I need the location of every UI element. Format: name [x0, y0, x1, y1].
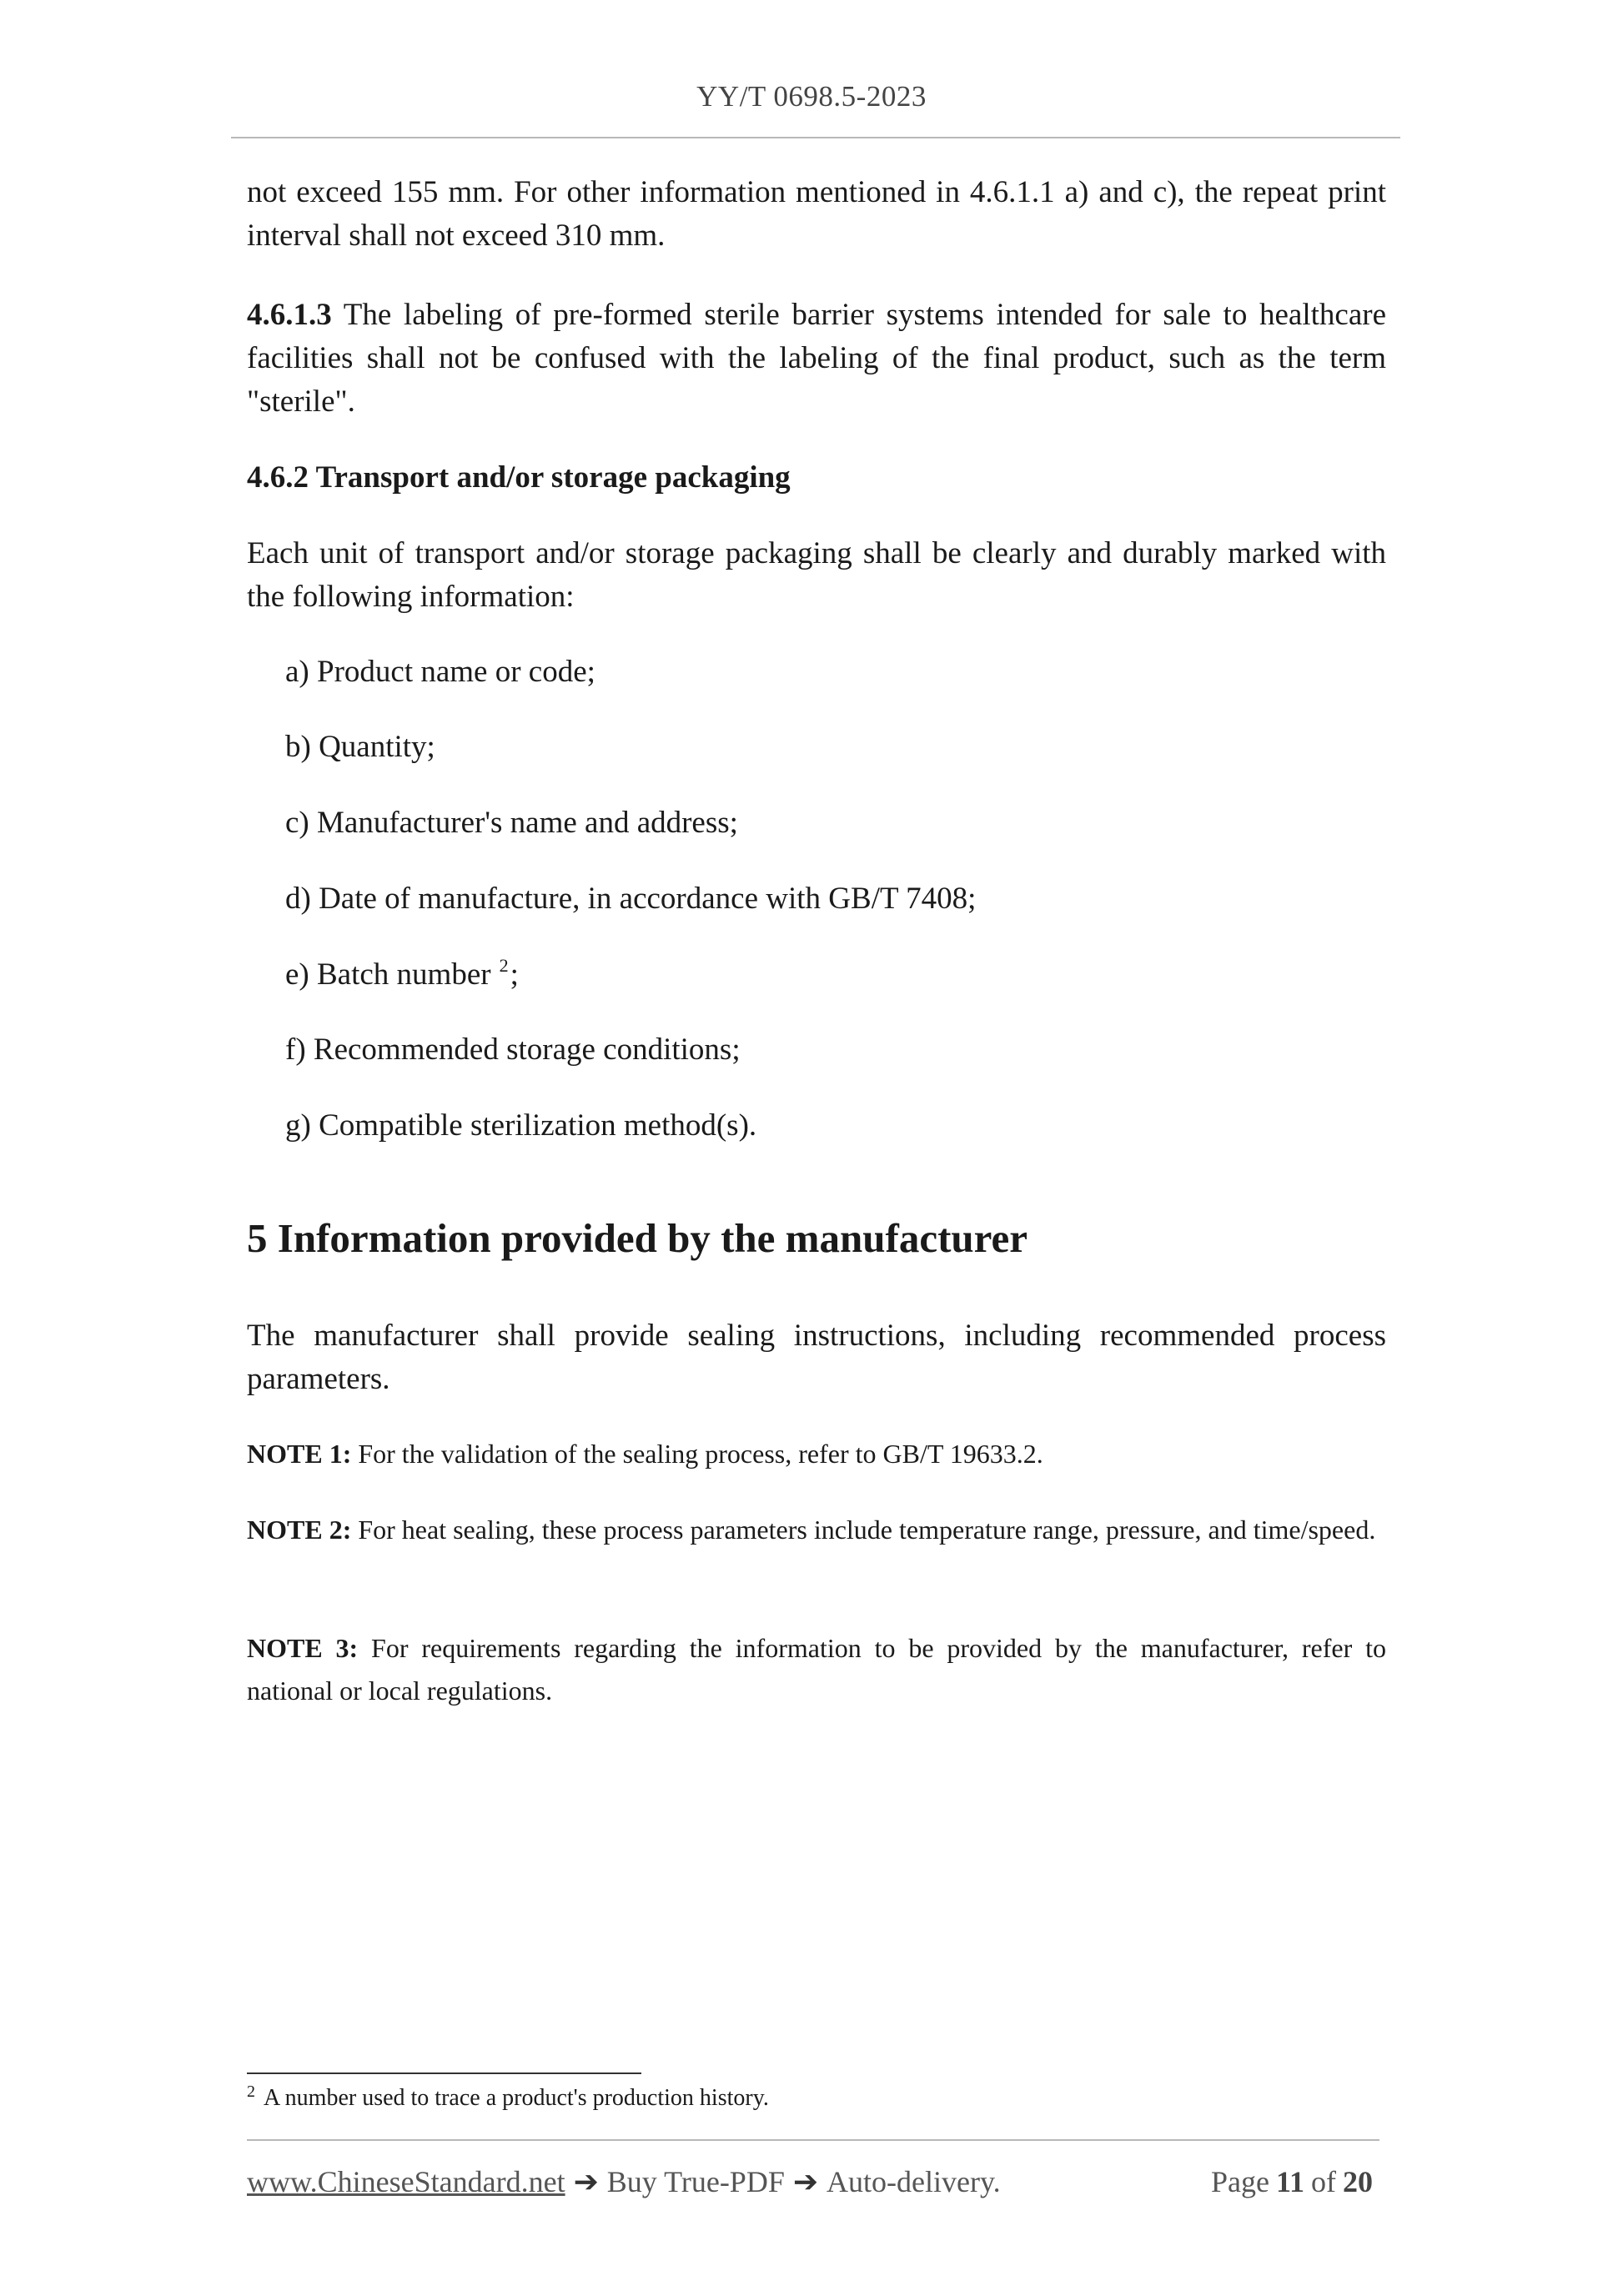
- list-item-f: f) Recommended storage conditions;: [285, 1032, 741, 1067]
- list-item-e: [285, 953, 519, 1000]
- note-3-label: NOTE 3:: [247, 1633, 359, 1663]
- list-item-d: d) Date of manufacture, in accordance with GB/T 7408;: [285, 882, 977, 916]
- note-2: [247, 1509, 1386, 1551]
- paragraph-4-6-1-3: [247, 294, 1386, 424]
- list-item-b: b) Quantity;: [285, 730, 435, 764]
- footnote-divider: [247, 2072, 641, 2074]
- footnote: [247, 2083, 769, 2115]
- arrow-right-icon: ➔: [573, 2165, 599, 2198]
- page-indicator: [1211, 2162, 1379, 2202]
- footer-divider: [247, 2139, 1379, 2141]
- list-item-a: a) Product name or code;: [285, 655, 595, 689]
- paragraph-section-5-body: The manufacturer shall provide sealing instructions, including recommended process parameters.: [247, 1319, 1386, 1396]
- header-divider: [231, 137, 1400, 138]
- note-1-text: For the validation of the sealing process, refer to GB/T 19633.2.: [351, 1439, 1043, 1469]
- page-current: 11: [1275, 2165, 1304, 2198]
- heading-4-6-2: 4.6.2 Transport and/or storage packaging: [247, 460, 791, 495]
- note-2-text: For heat sealing, these process parameters include temperature range, pressure, and time/speed.: [351, 1515, 1376, 1545]
- header-doc-code: YY/T 0698.5-2023: [696, 80, 927, 113]
- website-link[interactable]: www.ChineseStandard.net: [247, 2165, 565, 2198]
- note-3: [247, 1627, 1386, 1712]
- footer-auto-text: Auto-delivery.: [827, 2165, 1001, 2198]
- clause-text-4-6-1-3: The labeling of pre-formed sterile barrier systems intended for sale to healthcare facilities shall not be confused with the labeling of the final product, such as the term "sterile".: [247, 298, 1386, 419]
- list-item-e-text: e) Batch number: [285, 957, 491, 992]
- list-item-e-end: ;: [510, 957, 519, 992]
- clause-number-4-6-1-3: 4.6.1.3: [247, 298, 332, 332]
- page-label: Page: [1211, 2165, 1269, 2198]
- paragraph-repeat-interval: not exceed 155 mm. For other information mentioned in 4.6.1.1 a) and c), the repeat print interval shall not exceed 310 mm.: [247, 175, 1386, 253]
- list-item-g: g) Compatible sterilization method(s).: [285, 1108, 757, 1143]
- section-5-title: 5 Information provided by the manufacturer: [247, 1215, 1028, 1261]
- note-1: [247, 1433, 1386, 1475]
- footer-buy-text: Buy True-PDF: [606, 2165, 785, 2198]
- footnote-mark: 2: [247, 2082, 255, 2101]
- footnote-text: A number used to trace a product's production history.: [264, 2085, 769, 2111]
- page-total: 20: [1343, 2165, 1373, 2198]
- arrow-right-icon: ➔: [792, 2165, 819, 2198]
- paragraph-transport-marking: Each unit of transport and/or storage packaging shall be clearly and durably marked with the following information:: [247, 536, 1386, 614]
- of-label: of: [1311, 2165, 1336, 2198]
- note-1-label: NOTE 1:: [247, 1439, 352, 1469]
- footnote-reference: 2: [499, 955, 509, 976]
- note-2-label: NOTE 2:: [247, 1515, 352, 1545]
- footer: [247, 2162, 1379, 2202]
- list-item-c: c) Manufacturer's name and address;: [285, 806, 738, 840]
- note-3-text: For requirements regarding the information to be provided by the manufacturer, refer to national or local regulations.: [247, 1633, 1387, 1706]
